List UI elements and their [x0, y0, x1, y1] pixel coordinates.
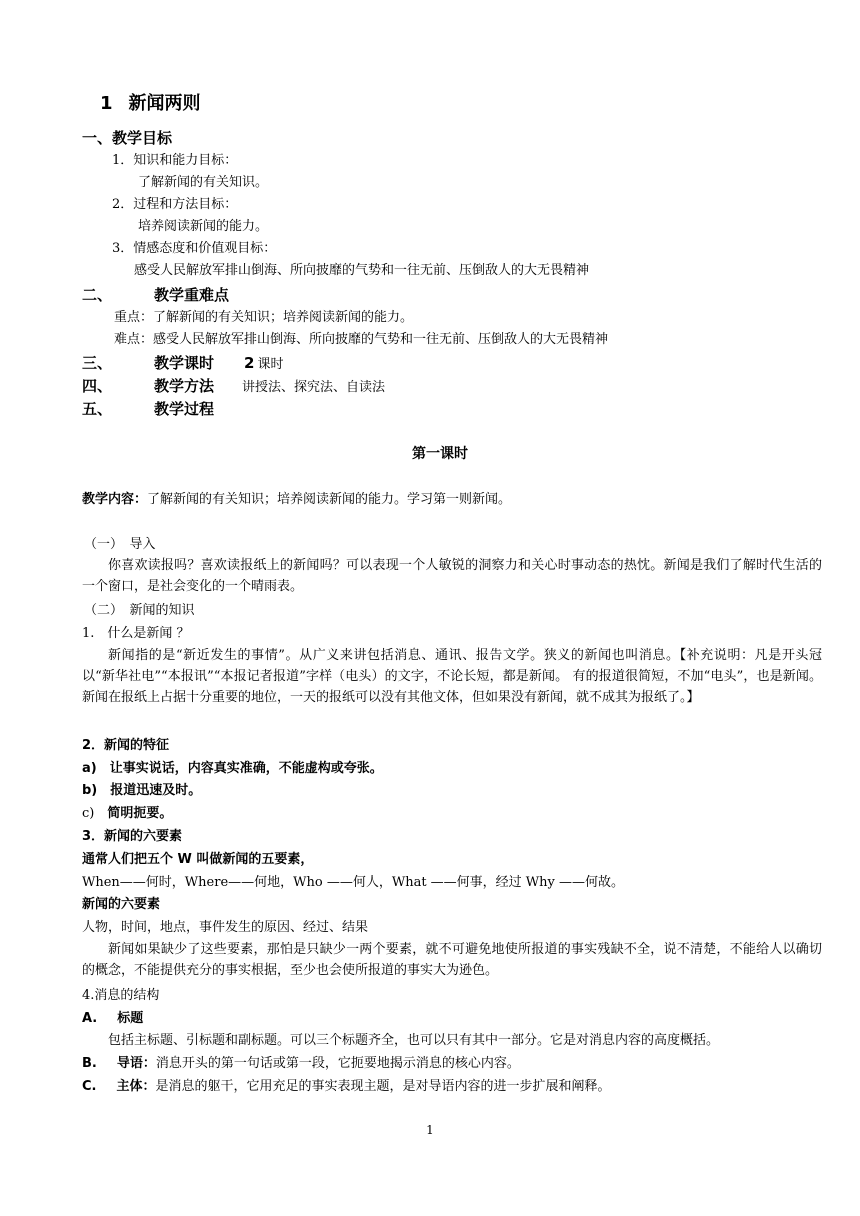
- hours-unit: 课时: [257, 357, 284, 372]
- hours-number: 2: [244, 354, 255, 372]
- goal-1-label: 1．知识和能力目标：: [112, 153, 238, 168]
- section-heading-difficulty: [82, 285, 229, 306]
- section-5-text: 教学过程: [154, 400, 215, 418]
- section-4-number: 四、: [82, 377, 113, 395]
- lesson-content: [82, 489, 511, 510]
- five-w-heading: 通常人们把五个 W 叫做新闻的五要素，: [82, 852, 314, 867]
- title-text: 新闻两则: [128, 93, 201, 114]
- six-elements-text: 人物，时间，地点，事件发生的原因、经过、结果: [82, 920, 369, 935]
- intro-paragraph: 你喜欢读报吗？喜欢读报纸上的新闻吗？可以表现一个人敏锐的洞察力和关心时事动态的热忱。新闻是我们了解时代生活的一个窗口，是社会变化的一个晴雨表。: [82, 558, 822, 594]
- structure-c: [82, 1076, 611, 1097]
- feature-c: [82, 803, 172, 824]
- section-heading-hours: [82, 353, 283, 375]
- structure-b-number: B.: [82, 1056, 97, 1071]
- structure-a-number: A.: [82, 1011, 98, 1026]
- question-2: 2．新闻的特征: [82, 738, 170, 753]
- hard-point-text: 难点：感受人民解放军排山倒海、所向披靡的气势和一往无前、压倒敌人的大无畏精神: [114, 332, 609, 347]
- page-number: 1: [426, 1123, 434, 1137]
- six-elements-paragraph: 新闻如果缺少了这些要素，那怕是只缺少一两个要素，就不可避免地使所报道的事实残缺不全，说不清楚，不能给人以确切的概念，不能提供充分的事实根据，至少也会使所报道的事实大为逊色。: [82, 942, 822, 978]
- intro-label: （一） 导入: [84, 537, 156, 552]
- feature-a: a) 让事实说话，内容真实准确，不能虚构或夸张。: [82, 761, 383, 776]
- section-2-text: 教学重难点: [154, 286, 230, 304]
- section-heading-process: [82, 399, 214, 420]
- section-3-text: 教学课时: [154, 354, 215, 372]
- structure-c-text: 是消息的躯干，它用充足的事实表现主题，是对导语内容的进一步扩展和阐释。: [155, 1079, 611, 1094]
- goal-3-text: 感受人民解放军排山倒海、所向披靡的气势和一往无前、压倒敌人的大无畏精神: [134, 263, 590, 278]
- goal-2-text: 培养阅读新闻的能力。: [138, 219, 269, 234]
- structure-b-text: 消息开头的第一句话或第一段，它扼要地揭示消息的核心内容。: [155, 1056, 520, 1071]
- feature-b: b) 报道迅速及时。: [82, 783, 202, 798]
- methods-value: 讲授法、探究法、自读法: [242, 380, 386, 395]
- structure-a-label: 标题: [117, 1011, 144, 1026]
- feature-c-text: 简明扼要。: [107, 806, 173, 821]
- section-2-number: 二、: [82, 286, 113, 304]
- title-number: 1: [100, 93, 113, 114]
- question-3: 3．新闻的六要素: [82, 829, 183, 844]
- key-point-text: 重点：了解新闻的有关知识；培养阅读新闻的能力。: [114, 310, 414, 325]
- structure-a-paragraph: 包括主标题、引标题和副标题。可以三个标题齐全，也可以只有其中一部分。它是对消息内容的高度概括。: [108, 1033, 720, 1048]
- section-5-number: 五、: [82, 400, 113, 418]
- structure-c-label: 主体：: [116, 1079, 156, 1094]
- question-1-paragraph: 新闻指的是“新近发生的事情”。从广义来讲包括消息、通讯、报告文学。狭义的新闻也叫消息。【补充说明：凡是开头冠以“新华社电”“本报讯”“本报记者报道”字样（电头）的文字，不论长短，都是新闻。 有的报道很简短，不加“电头”，也是新闻。新闻在报纸上占据十分重要的地位，一天的报纸可以没有其他文体，但如果没有新闻，就不成其为报纸了。】: [82, 648, 822, 705]
- five-w-text: When——何时，Where——何地，Who ——何人，What ——何事，经过 Why ——何故。: [82, 875, 625, 890]
- feature-c-number: c): [82, 806, 108, 821]
- six-elements-heading: 新闻的六要素: [82, 897, 161, 912]
- question-4: 4.消息的结构: [82, 988, 160, 1003]
- structure-b: [82, 1053, 520, 1074]
- section-heading-goals: 一、教学目标: [82, 129, 173, 147]
- lesson-heading: 第一课时: [412, 446, 468, 462]
- document-title: [100, 93, 201, 114]
- structure-c-number: C.: [82, 1079, 97, 1094]
- content-label: 教学内容：: [82, 492, 148, 507]
- content-text: 了解新闻的有关知识；培养阅读新闻的能力。学习第一则新闻。: [147, 492, 512, 507]
- structure-b-label: 导语：: [116, 1056, 156, 1071]
- section-heading-methods: [82, 376, 385, 398]
- knowledge-label: （二） 新闻的知识: [84, 603, 195, 618]
- section-4-text: 教学方法: [154, 377, 215, 395]
- section-3-number: 三、: [82, 354, 113, 372]
- structure-a-heading: [82, 1008, 143, 1029]
- goal-2-label: 2．过程和方法目标：: [112, 197, 238, 212]
- question-1: 1. 什么是新闻 ？: [82, 626, 190, 641]
- goal-1-text: 了解新闻的有关知识。: [138, 175, 269, 190]
- goal-3-label: 3．情感态度和价值观目标：: [112, 241, 277, 256]
